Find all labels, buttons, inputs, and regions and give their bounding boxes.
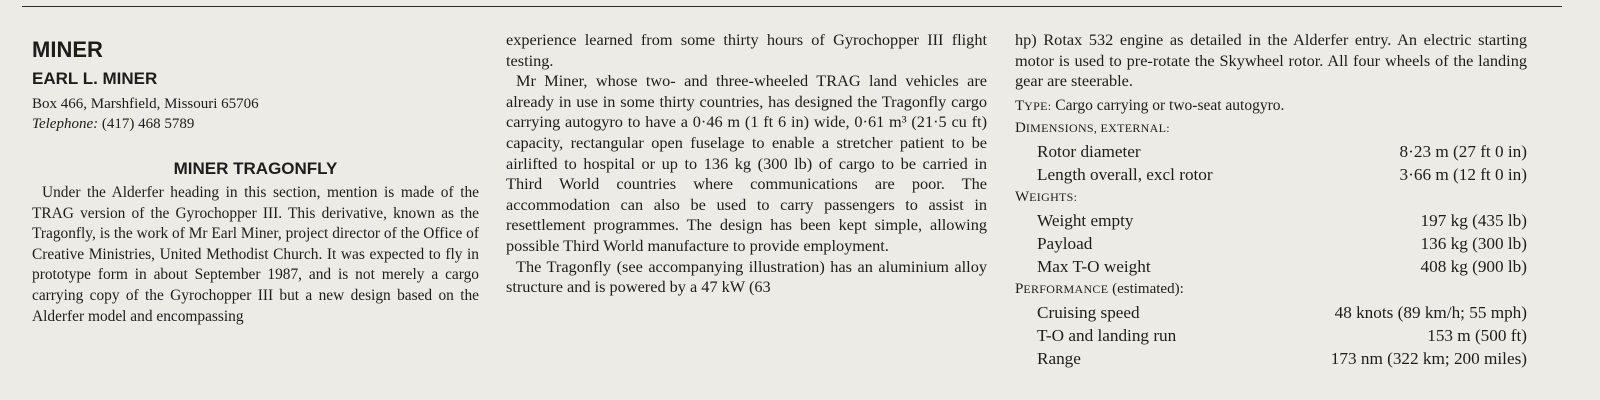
spec-value: 408 kg (900 lb): [1420, 256, 1527, 276]
spec-row: [1015, 232, 1527, 255]
section-label: [1015, 117, 1527, 140]
column-3: [1015, 30, 1527, 370]
paragraph-design: Mr Miner, whose two- and three-wheeled TRAG land vehicles are already in use in some thirty countries, has designed the Tragonfly cargo carrying autogyro to have a 0·46 m (1 ft 6 in) wide, 0·61 m³ (21·5 cu ft) capacity, rectangular open fuselage to enable a stretcher patient to be airlifted to hospital or up to 136 kg (300 lb) of cargo to be carried in Third World countries where communications are poor. The accommodation can also be used to carry passengers to assist in resettlement programmes. The design has been kept simple, allowing possible Third World manufacture to provide employment.: [506, 71, 987, 255]
spec-value: 197 kg (435 lb): [1420, 210, 1527, 230]
spec-label: T-O and landing run: [1037, 325, 1177, 345]
spec-section-weights: [1015, 186, 1527, 278]
column-2: [506, 30, 987, 298]
spec-row: [1015, 163, 1527, 186]
type-label-rest: YPE:: [1024, 98, 1052, 113]
spec-value: 48 knots (89 km/h; 55 mph): [1334, 302, 1527, 322]
section-label-first: W: [1015, 188, 1030, 205]
section-label-first: P: [1015, 280, 1024, 297]
spec-row: [1015, 324, 1527, 347]
spec-label: Max T-O weight: [1037, 256, 1151, 276]
spec-row: [1015, 255, 1527, 278]
section-label: [1015, 186, 1527, 209]
spec-label: Weight empty: [1037, 210, 1134, 230]
column-1: [32, 30, 479, 327]
spec-section-dimensions: [1015, 117, 1527, 186]
model-heading: MINER TRAGONFLY: [173, 159, 338, 178]
company-heading: MINER: [32, 37, 103, 62]
type-label-first: T: [1015, 97, 1025, 114]
spec-label: Range: [1037, 348, 1081, 368]
spec-value: 173 nm (322 km; 200 miles): [1330, 348, 1527, 368]
spec-value: 3·66 m (12 ft 0 in): [1399, 164, 1527, 184]
paragraph-continued: experience learned from some thirty hours of Gyrochopper III flight testing.: [506, 30, 987, 70]
intro-paragraph: Under the Alderfer heading in this section, mention is made of the TRAG version of the Gyrochopper III. This derivative, known as the Tragonfly, is the work of Mr Earl Miner, project director of the Office of Creative Ministries, United Methodist Church. It was expected to fly in prototype form in about September 1987, and is not merely a cargo carrying copy of the Gyrochopper III but a new design based on the Alderfer model and encompassing: [32, 184, 479, 325]
paragraph-engine: hp) Rotax 532 engine as detailed in the Alderfer entry. An electric starting motor is used to pre-rotate the Skywheel rotor. All four wheels of the landing gear are steerable.: [1015, 30, 1527, 91]
paragraph-structure: The Tragonfly (see accompanying illustration) has an aluminium alloy structure and is powered by a 47 kW (63: [506, 256, 987, 297]
spec-value: 153 m (500 ft): [1427, 325, 1527, 345]
section-label-rest: EIGHTS:: [1029, 189, 1078, 204]
spec-section-performance: [1015, 278, 1527, 370]
section-label-rest: ERFORMANCE: [1023, 281, 1109, 296]
spec-value: 8·23 m (27 ft 0 in): [1399, 141, 1527, 161]
top-rule: [22, 6, 1562, 7]
spec-label: Rotor diameter: [1037, 141, 1141, 161]
address: Box 466, Marshfield, Missouri 65706: [32, 96, 259, 112]
person-heading: EARL L. MINER: [32, 69, 158, 88]
spec-label: Payload: [1037, 233, 1093, 253]
telephone: [32, 114, 479, 134]
spec-row: [1015, 140, 1527, 163]
type-value: Cargo carrying or two-seat autogyro.: [1051, 96, 1285, 114]
spec-row: [1015, 301, 1527, 324]
section-label-suffix: (estimated):: [1108, 280, 1184, 297]
type-line: [1015, 95, 1527, 117]
section-label-first: D: [1015, 119, 1026, 136]
spec-row: [1015, 209, 1527, 232]
section-label: [1015, 278, 1527, 301]
spec-label: Cruising speed: [1037, 302, 1140, 322]
spec-label: Length overall, excl rotor: [1037, 164, 1213, 184]
telephone-label: Telephone:: [32, 116, 99, 132]
spec-row: [1015, 347, 1527, 370]
section-label-rest: IMENSIONS, EXTERNAL:: [1025, 120, 1170, 135]
telephone-number: (417) 468 5789: [98, 116, 195, 132]
spec-value: 136 kg (300 lb): [1420, 233, 1527, 253]
